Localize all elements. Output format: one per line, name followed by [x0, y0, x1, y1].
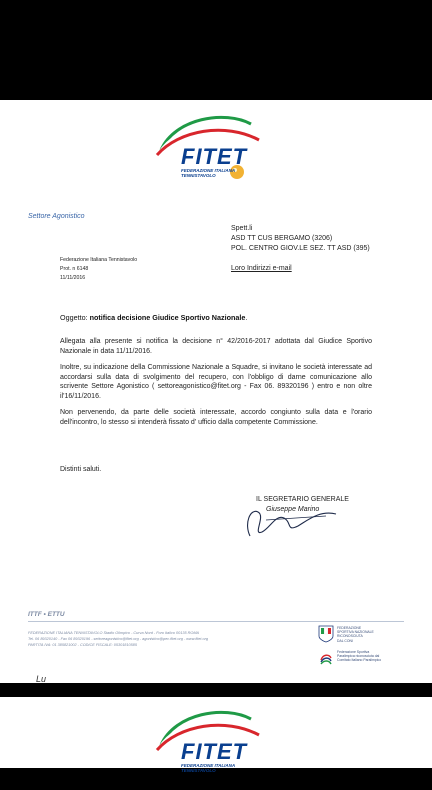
subject-line: Oggetto: notifica decisione Giudice Sportivo Nazionale.	[60, 313, 248, 322]
affiliations-label: ITTF • ETTU	[28, 611, 65, 618]
footer-line: PARTITA IVA: 01 385821002 - CODICE FISCALE: 05301810585	[28, 643, 137, 647]
protocol-number: Prot. n 6148	[60, 266, 89, 272]
initials-mark: Lu	[36, 674, 47, 684]
coni-logo-icon	[318, 625, 334, 643]
fitet-logo	[155, 110, 265, 190]
letter-date: 11/11/2016	[60, 275, 86, 281]
subject-text: notifica decisione Giudice Sportivo Nazionale	[89, 313, 246, 322]
letter-body	[60, 337, 372, 434]
sender-meta	[60, 256, 137, 283]
footer-line: Tel. 06 89320140 - Fax 06 89320196 - settoreagonistico@fitet.org - agonistico@pec.fitet.org - www.fitet.org	[28, 637, 209, 641]
paralympic-recognition-text: Federazione Sportiva Paralimpica riconosciuta dal Comitato Italiano Paralimpico	[337, 650, 382, 663]
recipient-line: ASD TT CUS BERGAMO (3206)	[231, 235, 333, 242]
body-paragraph: Allegata alla presente si notifica la decisione n° 42/2016-2017 adottata dal Giudice Sportivo Nazionale in data 11/11/2016.	[60, 338, 372, 355]
signatory-name: Giuseppe Marino	[266, 506, 320, 513]
recipient-line: POL. CENTRO GIOV.LE SEZ. TT ASD (395)	[231, 245, 370, 252]
signature-icon	[236, 502, 346, 542]
fitet-logo-subtitle: FEDERAZIONE ITALIANA TENNISTAVOLO	[181, 168, 236, 178]
paralympic-logo-icon	[318, 650, 334, 666]
body-paragraph: Non pervenendo, da parte delle società interessate, accordo congiunto sulla data e l'orario dell'incontro, lo stesso si intenderà fissato d' ufficio dalla competente Commissione.	[60, 409, 372, 426]
body-paragraph: Inoltre, su indicazione della Commissione Nazionale a Squadre, si invitano le società interessate ad accordarsi sulla data di svolgimento del recupero, con l'obbligo di darne comunicazione allo scrivente Settore Agonistico ( settoreagonistico@fitet.org - Fax 06. 89320196 ) entro e non oltre il'16/11/2016.	[60, 364, 372, 400]
addresses-note: Loro Indirizzi e-mail	[231, 265, 292, 272]
department-label: Settore Agonistico	[28, 213, 85, 220]
fitet-logo-text: FITET	[181, 144, 248, 169]
recipients-block	[231, 224, 370, 254]
letter-page-2	[0, 697, 432, 773]
closing-text: Distinti saluti.	[60, 466, 102, 473]
subject-label: Oggetto:	[60, 313, 88, 322]
footer-divider	[28, 621, 404, 622]
fitet-logo	[155, 705, 265, 785]
recipient-line: Spett.li	[231, 225, 253, 232]
footer-line: FEDERAZIONE ITALIANA TENNISTAVOLO Stadio Olimpico - Curva Nord - Foro Italico 00135 ROMA	[28, 631, 200, 635]
footer-address	[28, 630, 298, 648]
sender-org: Federazione Italiana Tennistavolo	[60, 257, 138, 263]
signatory-title: IL SEGRETARIO GENERALE	[256, 496, 349, 503]
letter-page-1	[0, 100, 432, 683]
fitet-logo-subtitle: FEDERAZIONE ITALIANA TENNISTAVOLO	[181, 763, 236, 773]
fitet-logo-text: FITET	[181, 739, 248, 764]
coni-recognition-text: FEDERAZIONE SPORTIVA NAZIONALE RICONOSCIUTA DAL CONI	[337, 626, 374, 643]
